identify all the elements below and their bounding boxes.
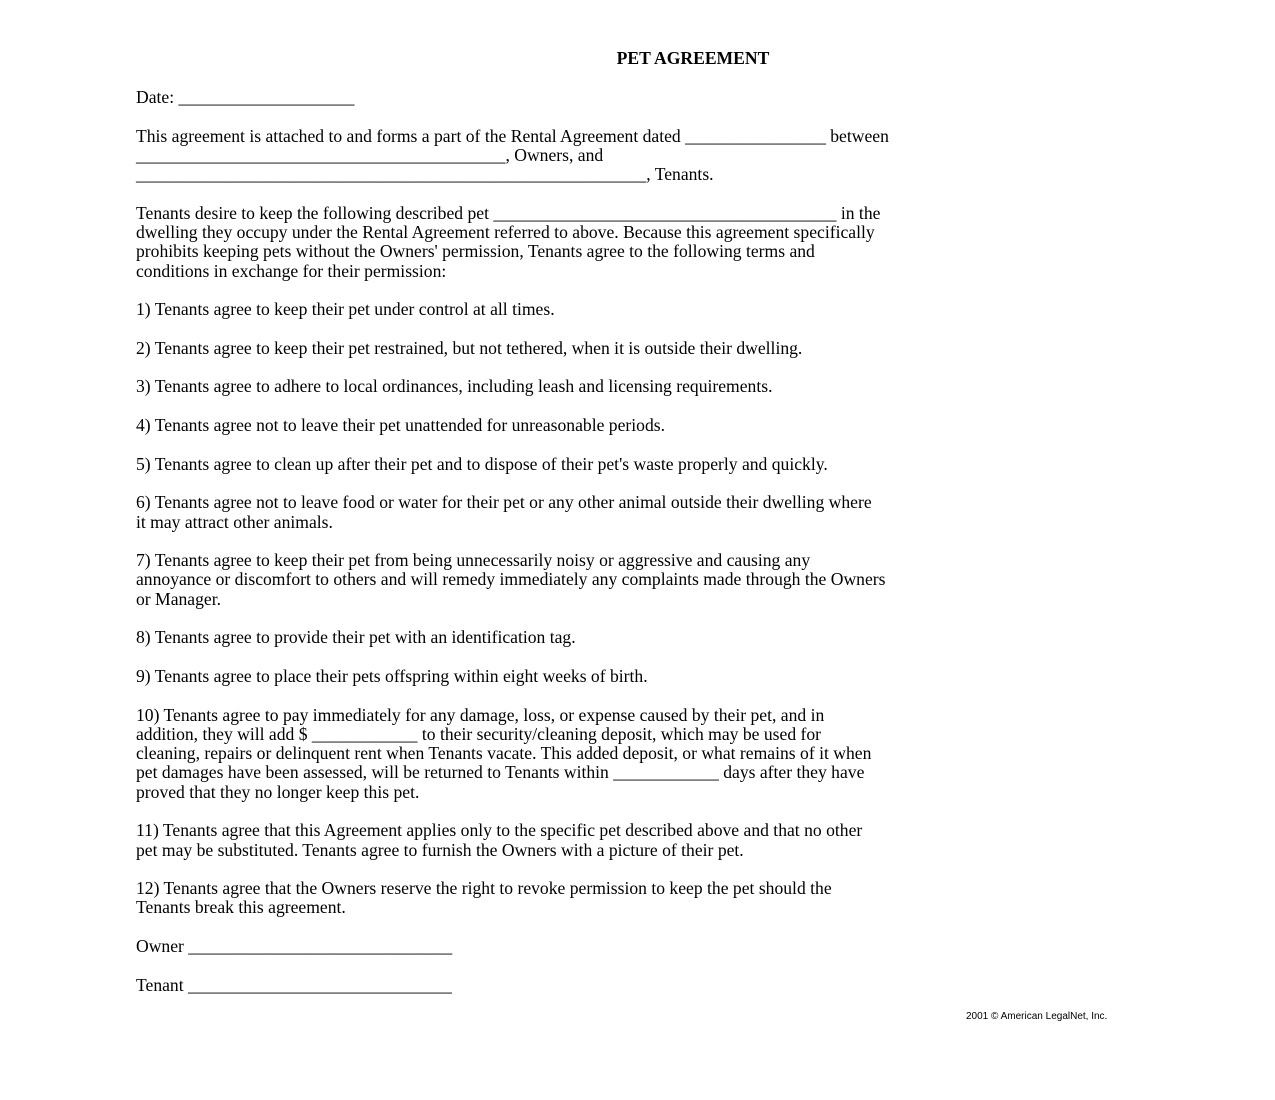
term-7: 7) Tenants agree to keep their pet from being unnecessarily noisy or aggressive and causing any annoyance or discomfort to others and will remedy immediately any complaints made through the Owners or Manager.	[136, 550, 886, 609]
document-title: PET AGREEMENT	[616, 48, 770, 68]
term-11: 11) Tenants agree that this Agreement applies only to the specific pet described above and that no other pet may be substituted. Tenants agree to furnish the Owners with a picture of their pet.	[136, 820, 863, 860]
document-page	[136, 46, 1204, 1014]
term-5: 5) Tenants agree to clean up after their pet and to dispose of their pet's waste properly and quickly.	[136, 453, 828, 474]
pet-description-paragraph: Tenants desire to keep the following described pet _______________________________________ in the dwelling they occupy under the Rental Agreement referred to above. Because this agreement specifically prohibits keeping pets without the Owners' permission, Tenants agree to the following terms and conditions in exchange for their permission:	[136, 202, 881, 281]
owner-signature-line: Owner ______________________________	[136, 936, 453, 957]
term-6: 6) Tenants agree not to leave food or water for their pet or any other animal outside their dwelling where it may attract other animals.	[136, 492, 872, 532]
term-9: 9) Tenants agree to place their pets offspring within eight weeks of birth.	[136, 665, 648, 686]
term-4: 4) Tenants agree not to leave their pet unattended for unreasonable periods.	[136, 415, 665, 436]
copyright-footer: 2001 © American LegalNet, Inc.	[966, 1011, 1108, 1022]
term-10: 10) Tenants agree to pay immediately for any damage, loss, or expense caused by their pet, and in addition, they will add $ ____________ to their security/cleaning deposit, which may be used for cleaning, repairs or delinquent rent when Tenants vacate. This added deposit, or what remains of it when pet damages have been assessed, will be returned to Tenants within ____________ days after they have proved that they no longer keep this pet.	[136, 704, 872, 802]
term-8: 8) Tenants agree to provide their pet with an identification tag.	[136, 627, 576, 648]
term-3: 3) Tenants agree to adhere to local ordinances, including leash and licensing requirements.	[136, 376, 773, 397]
term-12: 12) Tenants agree that the Owners reserve the right to revoke permission to keep the pet should the Tenants break this agreement.	[136, 878, 832, 918]
term-1: 1) Tenants agree to keep their pet under control at all times.	[136, 299, 555, 320]
tenant-signature-line: Tenant ______________________________	[136, 974, 452, 995]
term-2: 2) Tenants agree to keep their pet restrained, but not tethered, when it is outside their dwelling.	[136, 337, 803, 358]
intro-paragraph: This agreement is attached to and forms a part of the Rental Agreement dated ________________ between __________________________________________, Owners, and __________________________________________________________, Tenants.	[136, 125, 889, 185]
date-field: Date: ____________________	[136, 87, 355, 107]
